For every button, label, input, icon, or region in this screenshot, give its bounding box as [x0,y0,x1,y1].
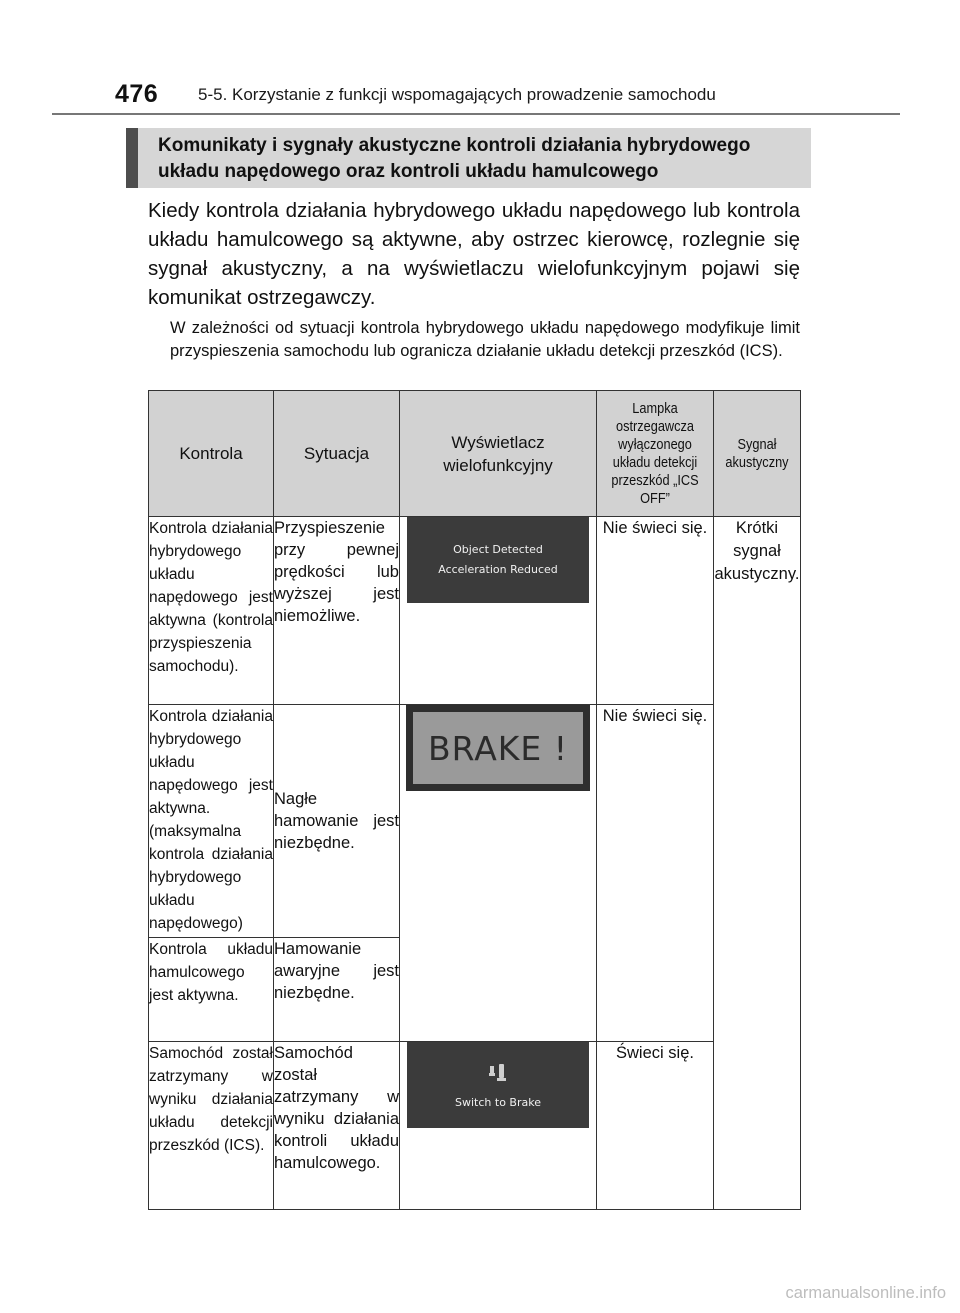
display-object-detected [407,517,589,603]
cell-lamp: Świeci się. [597,1042,714,1210]
display-line: Switch to Brake [455,1095,541,1109]
header-sound-label: Sygnał akustyczny [725,436,789,471]
intro-paragraph: Kiedy kontrola działania hybrydowego układu napędowego lub kontrola układu hamulcowego są aktywne, aby ostrzec kierowcę, rozlegnie się sygnał akustyczny, a na wyświetlaczu wielofunkcyjnym pojawi się komunikat ostrzegawczy. [148,199,800,309]
header-display: Wyświetlacz wielofunkcyjny [400,391,597,517]
cell-lamp: Nie świeci się. [597,705,714,1042]
cell-display [400,705,597,1042]
cell-display [400,1042,597,1210]
cell-sytuacja: Nagłe hamowanie jest niezbędne. [274,705,400,938]
header-sound [714,391,801,517]
cell-kontrola: Kontrola układu hamulcowego jest aktywna. [149,938,274,1042]
table-row [149,705,801,938]
display-switch-to-brake [407,1042,589,1128]
cell-kontrola: Kontrola działania hybrydowego układu napędowego jest aktywna. (maksymalna kontrola działania hybrydowego układu napędowego) [149,705,274,938]
cell-kontrola: Kontrola działania hybrydowego układu napędowego jest aktywna (kontrola przyspieszenia samochodu). [149,517,274,705]
cell-sytuacja: Przyspieszenie przy pewnej prędkości lub wyższej jest niemożliwe. [274,517,400,705]
header-kontrola: Kontrola [149,391,274,517]
display-brake [406,705,590,791]
table-header-row [149,391,801,517]
cell-sytuacja: Samochód został zatrzymany w wyniku działania kontroli układu hamulcowego. [274,1042,400,1210]
display-line: Acceleration Reduced [438,563,558,576]
header-lamp-label: Lampka ostrzegawcza wyłączonego układu detekcji przeszkód „ICS OFF” [611,400,699,507]
header-sytuacja: Sytuacja [274,391,400,517]
cell-lamp: Nie świeci się. [597,517,714,705]
cell-kontrola: Samochód został zatrzymany w wyniku działania układu detekcji przeszkód (ICS). [149,1042,274,1210]
warnings-table [148,390,801,1210]
chapter-title: 5-5. Korzystanie z funkcji wspomagających prowadzenie samochodu [198,85,716,104]
page-header [0,0,960,120]
header-lamp [597,391,714,517]
cell-sound: Krótki sygnał akustyczny. [714,517,801,1210]
foot-on-pedal-icon [487,1062,509,1084]
table-row [149,517,801,705]
cell-display [400,517,597,705]
section-heading-box [126,128,811,188]
cell-sytuacja: Hamowanie awaryjne jest niezbędne. [274,938,400,1042]
brake-message: BRAKE ! [413,712,583,784]
display-line: Object Detected [453,543,543,556]
table-row [149,1042,801,1210]
section-title: Komunikaty i sygnały akustyczne kontroli działania hybrydowego układu napędowego oraz kontroli układu hamulcowego [158,135,751,182]
intro-note: W zależności od sytuacji kontrola hybrydowego układu napędowego modyfikuje limit przyspieszenia samochodu lub ogranicza działanie układu detekcji przeszkód (ICS). [170,319,800,360]
watermark: carmanualsonline.info [785,1284,946,1302]
header-divider [52,113,900,115]
page-number: 476 [115,80,159,108]
